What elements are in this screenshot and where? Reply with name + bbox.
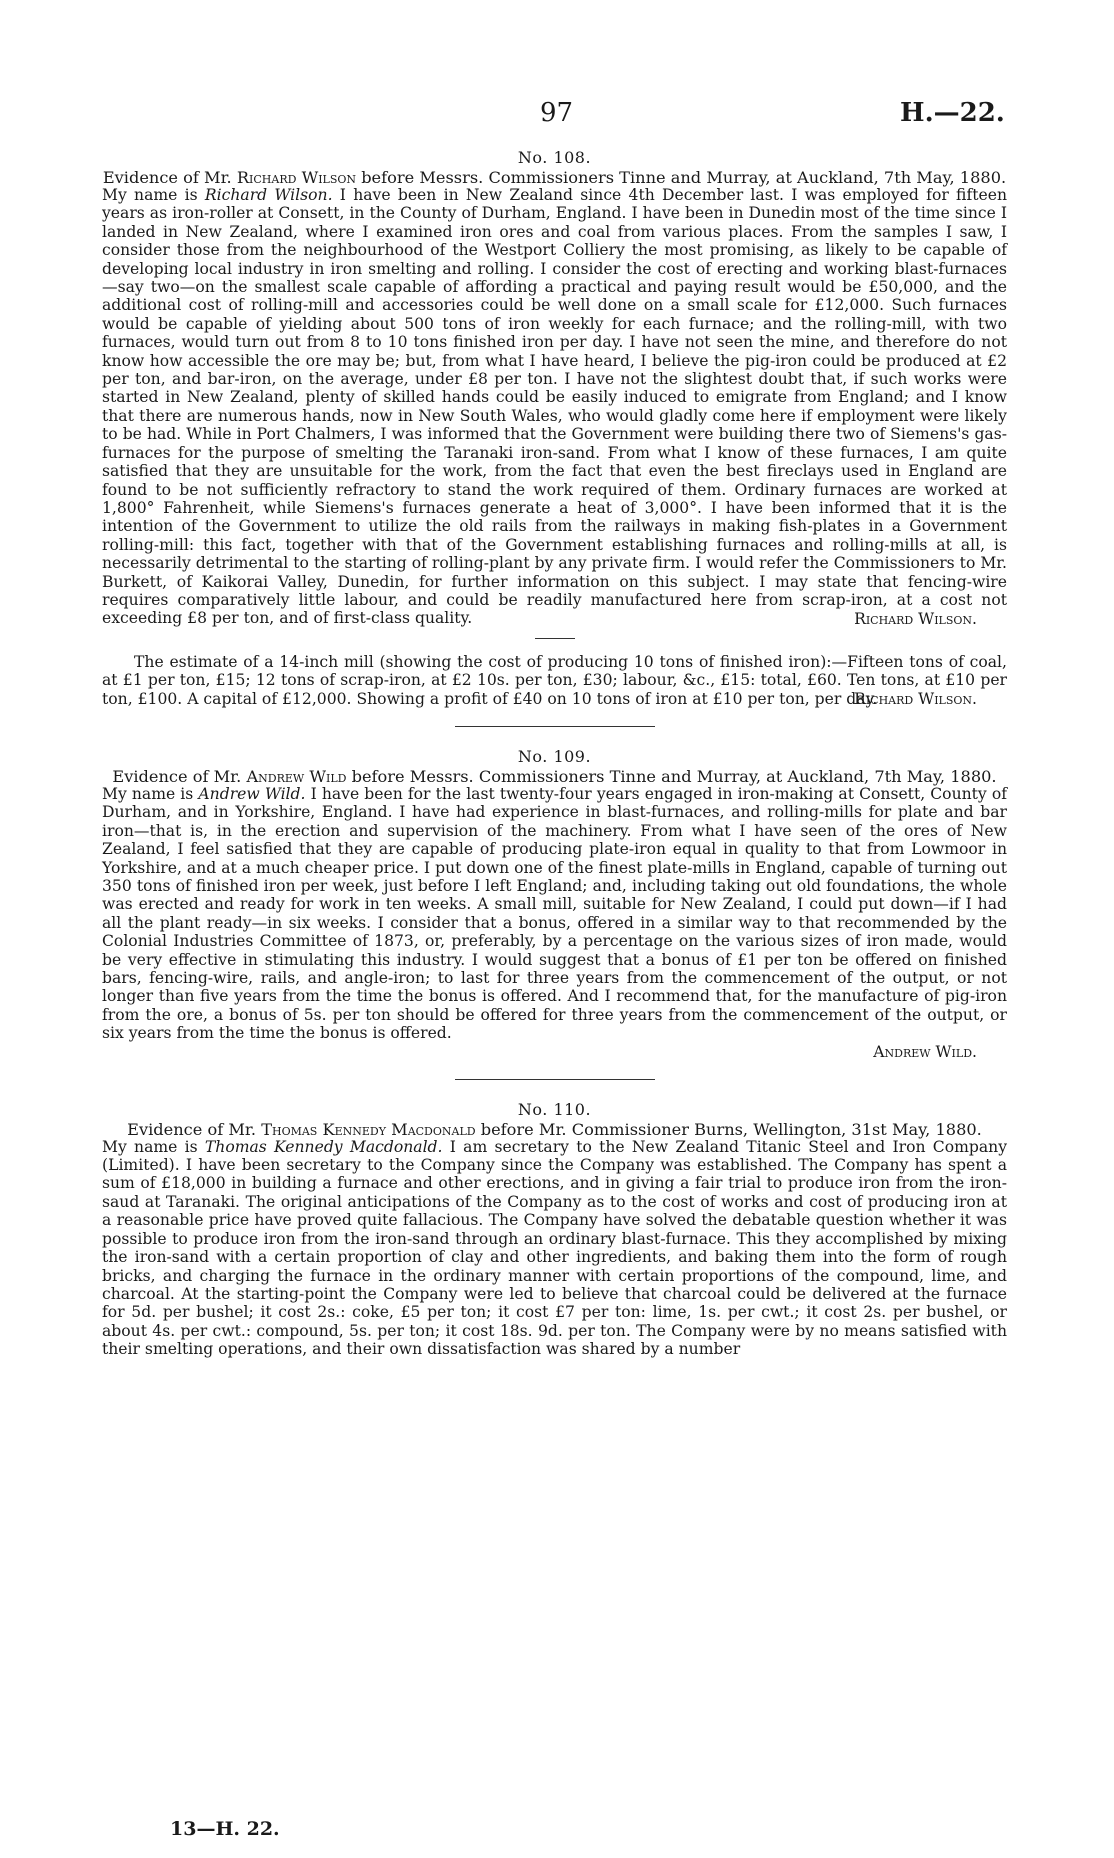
section-108 <box>102 148 1007 1359</box>
section-title: Evidence of Mr. Richard Wilson before Messrs. Commissioners Tinne and Murray, at Auckland, 7th May, 1880. <box>102 168 1007 187</box>
page-number: 97 <box>540 98 574 128</box>
section-divider <box>455 1079 655 1080</box>
section-109 <box>102 747 1007 1061</box>
witness-name: Thomas Kennedy Macdonald <box>261 1119 476 1139</box>
section-title: Evidence of Mr. Thomas Kennedy Macdonald before Mr. Commissioner Burns, Wellington, 31st May, 1880. <box>127 1119 982 1139</box>
section-title: Evidence of Mr. Andrew Wild before Messrs. Commissioners Tinne and Murray, at Auckland, 7th May, 1880. <box>112 766 997 786</box>
witness-name: Richard Wilson <box>236 168 357 187</box>
evidence-paragraph: My name is Richard Wilson. I have been in New Zealand since 4th December last. I was employed for fifteen years as iron-roller at Consett, in the County of Durham, England. I have been in Dunedin most of the time since I landed in New Zealand, where I examined iron ores and coal from various places. From the samples I saw, I consider those from the neighbourhood of the Westport Colliery the most promising, as likely to be capable of developing local industry in iron smelting and rolling. I consider the cost of erecting and working blast-furnaces—say two—on the smallest scale capable of affording a practical and paying result would be £50,000, and the additional cost of rolling-mill and accessories could be well done on a small scale for £12,000. Such furnaces would be capable of yielding about 500 tons of iron weekly for each furnace; and the rolling-mill, with two furnaces, would turn out from 8 to 10 tons finished iron per day. I have not seen the mine, and therefore do not know how accessible the ore may be; but, from what I have heard, I believe the pig-iron could be produced at £2 per ton, and bar-iron, on the average, under £8 per ton. I have not the slightest doubt that, if such works were started in New Zealand, plenty of skilled hands could be easily induced to emigrate from England; and I know that there are numerous hands, now in New South Wales, who would gladly come here if employment were likely to be had. While in Port Chalmers, I was informed that the Government were building there two of Siemens's gas-furnaces for the purpose of smelting the Taranaki iron-sand. From what I know of these furnaces, I am quite satisfied that they are unsuitable for the work, from the fact that even the best fireclays used in England are found to be not sufficiently refractory to stand the work required of them. Ordinary furnaces are worked at 1,800° Fahrenheit, while Siemens's furnaces generate a heat of 3,000°. I have been informed that it is the intention of the Government to utilize the old rails from the railways in making fish-plates in a Government rolling-mill: this fact, together with that of the Government establishing furnaces and rolling-mills at all, is necessarily detrimental to the starting of rolling-plant by any private firm. I would refer the Commissioners to Mr. Burkett, of Kaikorai Valley, Dunedin, for further information on this subject. I may state that fencing-wire requires comparatively little labour, and could be readily manufactured here from scrap-iron, at a cost not exceeding £8 per ton, and of first-class quality. <box>102 186 1007 628</box>
witness-name: Andrew Wild <box>246 766 347 786</box>
divider <box>535 638 575 639</box>
section-110 <box>102 1100 1007 1359</box>
section-divider <box>455 726 655 727</box>
section-number: No. 109. <box>517 746 592 766</box>
section-number: No. 110. <box>517 1099 592 1119</box>
signature-mark: 13—H. 22. <box>170 1818 280 1840</box>
section-number: No. 108. <box>517 148 592 167</box>
estimate-signature: Richard Wilson. <box>854 689 977 708</box>
signature: Richard Wilson. <box>854 609 977 628</box>
signature: Andrew Wild. <box>873 1042 977 1061</box>
evidence-paragraph: My name is Andrew Wild. I have been for the last twenty-four years engaged in iron-making at Consett, County of Durham, and in Yorkshire, England. I have had experience in blast-furnaces, and rolling-mills for plate and bar iron—that is, in the erection and supervision of the machinery. From what I have seen of the ores of New Zealand, I feel satisfied that they are capable of producing plate-iron equal in quality to that from Lowmoor in Yorkshire, and at a much cheaper price. I put down one of the finest plate-mills in England, capable of turning out 350 tons of finished iron per week, just before I left England; and, including taking out old foundations, the whole was erected and ready for work in ten weeks. A small mill, suitable for New Zealand, I could put down—if I had all the plant ready—in six weeks. I consider that a bonus, offered in a similar way to that recommended by the Colonial Industries Committee of 1873, or, preferably, by a percentage on the various sizes of iron made, would be very effective in stimulating this industry. I would suggest that a bonus of £1 per ton be offered on finished bars, fencing-wire, rails, and angle-iron; to last for three years from the commencement of the output, or not longer than five years from the time the bonus is offered. And I recommend that, for the manufacture of pig-iron from the ore, a bonus of 5s. per ton should be offered for three years from the commencement of the output, or six years from the time the bonus is offered. <box>102 784 1007 1043</box>
document-reference: H.—22. <box>900 98 1005 128</box>
estimate-paragraph: The estimate of a 14-inch mill (showing the cost of producing 10 tons of finished iron):—Fifteen tons of coal, at £1 per ton, £15; 12 tons of scrap-iron, at £2 10s. per ton, £30; labour, &c., £15: total, £60. Ten tons, at £10 per ton, £100. A capital of £12,000. Showing a profit of £40 on 10 tons of iron at £10 per ton, per day. <box>102 652 1007 708</box>
evidence-paragraph: My name is Thomas Kennedy Macdonald. I am secretary to the New Zealand Titanic Steel and Iron Company (Limited). I have been secretary to the Company since the Company was established. The Company has spent a sum of £18,000 in building a furnace and other erections, and in giving a fair trial to produce iron from the iron-saud at Taranaki. The original anticipations of the Company as to the cost of works and cost of producing iron at a reasonable price have proved quite fallacious. The Company have solved the debatable question whether it was possible to produce iron from the iron-sand through an ordinary blast-furnace. This they accomplished by mixing the iron-sand with a certain proportion of clay and other ingredients, and baking them into the form of rough bricks, and charging the furnace in the ordinary manner with certain proportions of the compound, lime, and charcoal. At the starting-point the Company were led to believe that charcoal could be delivered at the furnace for 5d. per bushel; it cost 2s.: coke, £5 per ton; it cost £7 per ton: lime, 1s. per cwt.; it cost 2s. per bushel, or about 4s. per cwt.: compound, 5s. per ton; it cost 18s. 9d. per ton. The Company were by no means satisfied with their smelting operations, and their own dissatisfaction was shared by a number <box>102 1137 1008 1359</box>
